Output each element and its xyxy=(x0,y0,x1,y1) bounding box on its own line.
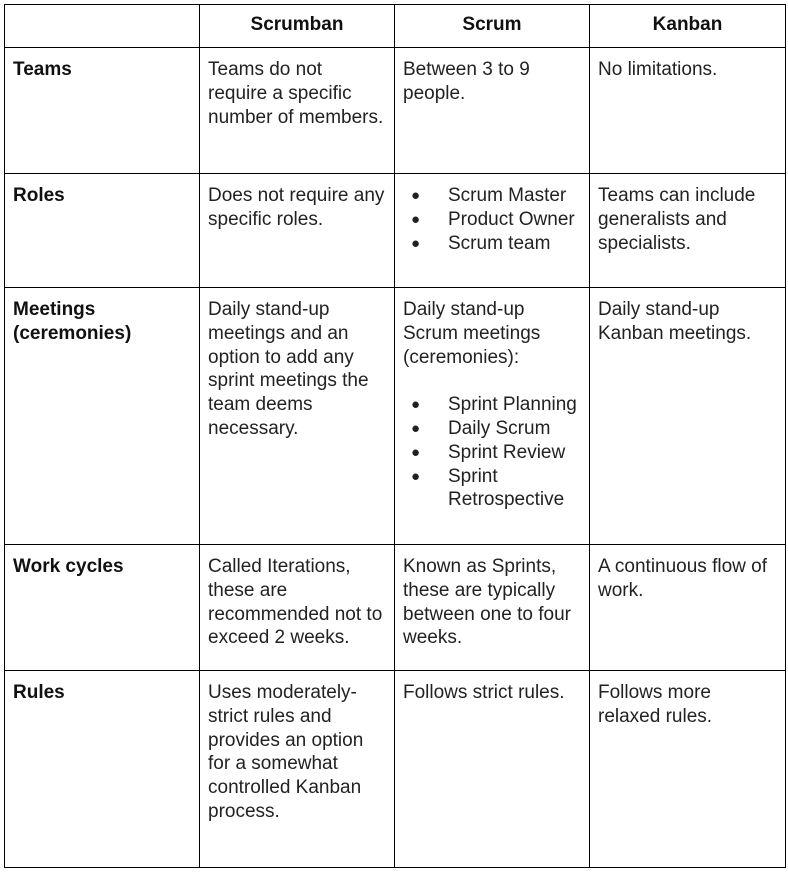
list-item: ● Sprint Retrospective xyxy=(411,465,565,511)
cell-teams-scrum: Between 3 to 9 people. xyxy=(395,48,590,174)
list-item: ● Daily Scrum xyxy=(411,417,551,439)
cell-teams-scrumban: Teams do not require a specific number of members. xyxy=(200,48,395,174)
bullet-icon: ● xyxy=(411,187,421,204)
scrum-meetings-intro: Daily stand-up Scrum meetings (ceremonies): xyxy=(403,299,541,368)
list-item: ● Product Owner xyxy=(411,208,575,230)
cell-roles-scrum xyxy=(395,174,590,288)
cell-rules-kanban: Follows more relaxed rules. xyxy=(590,671,786,868)
list-item: ● Scrum team xyxy=(411,232,551,254)
cell-meetings-scrum xyxy=(395,288,590,545)
scrum-ceremonies-list xyxy=(403,393,581,512)
row-label-teams: Teams xyxy=(5,48,200,174)
cell-rules-scrumban: Uses moderately-strict rules and provides an option for a somewhat controlled Kanban process. xyxy=(200,671,395,868)
bullet-icon: ● xyxy=(411,443,421,461)
cell-roles-scrumban: Does not require any specific roles. xyxy=(200,174,395,288)
table-row-teams xyxy=(5,48,786,174)
table-row-meetings xyxy=(5,288,786,545)
cell-teams-kanban: No limitations. xyxy=(590,48,786,174)
header-cell-kanban: Kanban xyxy=(590,5,786,48)
bullet-icon: ● xyxy=(411,234,421,252)
cell-meetings-scrumban: Daily stand-up meetings and an option to add any sprint meetings the team deems necessary. xyxy=(200,288,395,545)
table-row-roles xyxy=(5,174,786,288)
header-cell-scrumban: Scrumban xyxy=(200,5,395,48)
header-cell-empty xyxy=(5,5,200,48)
row-label-meetings: Meetings (ceremonies) xyxy=(5,288,200,545)
bullet-icon: ● xyxy=(411,396,421,414)
row-label-rules: Rules xyxy=(5,671,200,868)
header-row xyxy=(5,5,786,48)
cell-work-cycles-scrumban: Called Iterations, these are recommended not to exceed 2 weeks. xyxy=(200,545,395,671)
list-item: ● Scrum Master xyxy=(411,185,567,206)
bullet-icon: ● xyxy=(411,419,421,437)
list-item: ● Sprint Planning xyxy=(411,394,577,416)
table-row-rules xyxy=(5,671,786,868)
list-item: ● Sprint Review xyxy=(411,441,566,463)
cell-rules-scrum: Follows strict rules. xyxy=(395,671,590,868)
cell-work-cycles-kanban: A continuous flow of work. xyxy=(590,545,786,671)
scrum-roles-list xyxy=(403,184,581,255)
bullet-icon: ● xyxy=(411,210,421,228)
header-cell-scrum: Scrum xyxy=(395,5,590,48)
table-row-work-cycles xyxy=(5,545,786,671)
row-label-roles: Roles xyxy=(5,174,200,288)
row-label-work-cycles: Work cycles xyxy=(5,545,200,671)
cell-meetings-kanban: Daily stand-up Kanban meetings. xyxy=(590,288,786,545)
cell-work-cycles-scrum: Known as Sprints, these are typically between one to four weeks. xyxy=(395,545,590,671)
comparison-table xyxy=(4,4,786,868)
cell-roles-kanban: Teams can include generalists and specialists. xyxy=(590,174,786,288)
bullet-icon: ● xyxy=(411,467,421,485)
